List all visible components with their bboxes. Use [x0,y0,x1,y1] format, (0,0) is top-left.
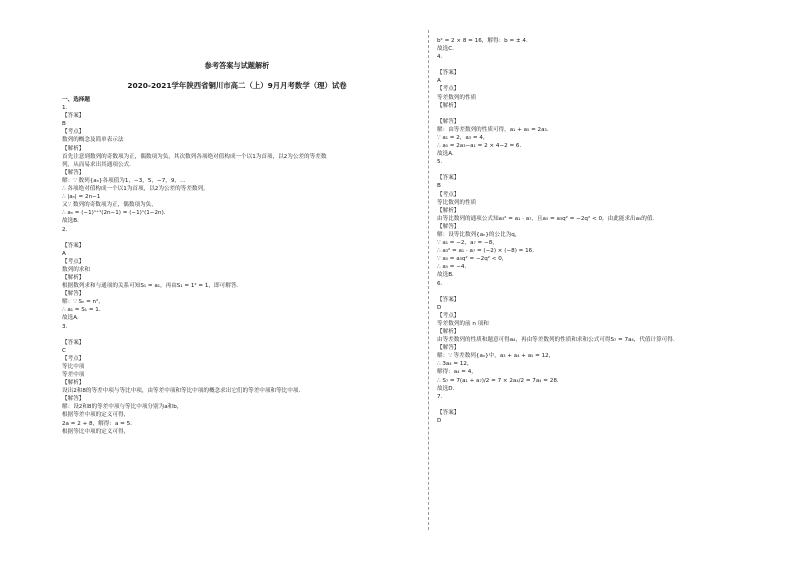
column-divider [428,30,429,530]
left-text-line: 【考点】 [62,258,85,265]
left-text-line: 【解答】 [62,291,85,298]
right-text-line: 【解析】 [437,102,460,109]
blank-line [62,331,412,339]
right-text-line: 故选C． [437,46,458,53]
right-text-line: 【解答】 [437,345,460,352]
right-text-line: 等差数列的性质 [437,94,477,101]
left-text-line: 【解析】 [62,274,85,281]
left-text-line: 【解析】 [62,145,85,152]
right-text-line: 故选D． [437,385,459,392]
right-text-line: ∵ a₁ = −2，a₇ = −8， [437,240,498,247]
left-text-line: 又∵ 数列的奇数项为正，偶数项为负， [62,202,157,209]
left-text-line: ∴ a₁ = S₁ = 1． [62,307,105,314]
right-text-line: B [437,183,441,190]
blank-line [437,166,747,174]
left-text-line: 2a = 2 + 8，解得：a = 5． [62,420,136,427]
right-text-line: 等差数列的前 n 项和 [437,320,489,327]
left-text-line: 故选A． [62,315,83,322]
right-text-line: 【答案】 [437,296,460,303]
left-text-line: A [62,250,66,257]
left-text-line: ∴ 各项绝对值构成一个以1为首项，以2为公差的等差数列， [62,186,209,193]
left-text-line: 2. [62,226,68,233]
document-title: 参考答案与试题解析 [204,61,270,70]
right-text-line: 解：设等比数列{aₙ}的公比为q， [437,231,521,238]
left-text-line: 数列的求和 [62,266,90,273]
right-text-line: 【答案】 [437,70,460,77]
left-text-line: 设出2和8的等差中项与等比中项，由等差中项和等比中项的概念求出它们的等差中项和等比中项． [62,388,305,395]
document-subtitle: 2020-2021学年陕西省铜川市高二（上）9月月考数学（理）试卷 [127,81,347,90]
right-text-line: 4. [437,54,443,61]
right-column [437,37,747,425]
right-text-line: 等比数列的性质 [437,199,477,206]
left-text-line: 解：∵ Sₙ = n²， [62,299,104,306]
right-text-line: 故选B． [437,272,458,279]
left-column [62,60,412,436]
right-text-line: D [437,417,442,424]
blank-line [437,110,747,118]
left-text-line: 解：设2和8的等差中项与等比中项分别为a和b， [62,404,183,411]
blank-line [437,288,747,296]
blank-line [62,234,412,242]
left-text-line: ∴ |aₙ| = 2n−1 [62,194,101,201]
left-text-line: 【答案】 [62,113,85,120]
right-text-line: 【答案】 [437,175,460,182]
right-text-line: ∴ a₅ = 2a₃−a₁ = 2 × 4−2 = 6． [437,143,526,150]
left-text-line: 一、选择题 [62,97,90,103]
left-text-line: 【答案】 [62,339,85,346]
right-text-line: ∴ a₃² = a₁ · a₇ = (−2) × (−8) = 16． [437,248,538,255]
left-text-line: 根据数列求和与通项的关系可知S₁ = a₁，再由S₁ = 1² = 1，即可解答． [62,283,243,290]
left-text-line: 1. [62,105,68,112]
right-text-line: ∵ a₅ = a₃q² = −2q² < 0， [437,256,508,263]
left-text-line: C [62,347,66,354]
left-text-line: 等差中项 [62,372,85,378]
left-text-line: 首先注意到数列的奇数项为正，偶数项为负，其次数列各项绝对值构成一个以1为首项，以2为公差的等差数 [62,153,327,160]
right-text-line: D [437,304,442,311]
right-text-line: 由等差数列的性质和题意可得a₄，再由等差数列的性质和求和公式可得S₇ = 7a₄，代值计算可得． [437,337,679,344]
right-text-line: 由等比数列的通项公式知a₃² = a₁ · a₇，且a₅ = a₃q² = −2q² < 0，由此能求出a₅的值． [437,215,659,222]
right-text-line: 解得：a₄ = 4， [437,369,477,376]
right-text-line: 【解析】 [437,329,460,335]
right-text-line: ∵ a₁ = 2，a₃ = 4， [437,134,489,141]
right-text-line: 【考点】 [437,191,460,198]
left-text-line: 列，从而易求出其通项公式． [62,161,135,168]
right-text-line: ∴ 3a₄ = 12， [437,361,473,368]
left-text-line: B [62,121,66,128]
left-text-line: 数列的概念及简单表示法 [62,137,124,144]
right-text-line: A [437,78,441,85]
right-text-line: 6. [437,280,443,287]
left-text-line: ∴ aₙ = (−1)ⁿ⁺¹(2n−1) = (−1)ⁿ(1−2n)． [62,210,170,217]
right-text-line: 解：∵ 等差数列{aₙ}中，a₃ + a₄ + a₅ = 12， [437,353,555,360]
left-text-line: 等比中项 [62,363,85,370]
right-text-line: 5. [437,159,443,166]
right-text-line: 【解答】 [437,223,460,230]
left-text-line: 【解答】 [62,169,85,176]
left-text-line: 根据等比中项的定义可得， [62,428,130,435]
right-text-line: 【考点】 [437,312,460,319]
blank-line [437,61,747,69]
right-text-line: ∴ S₇ = 7(a₁ + a₇)/2 = 7 × 2a₄/2 = 7a₄ = 28． [437,377,563,384]
right-text-line: ∴ a₅ = −4． [437,264,471,271]
left-text-line: 【考点】 [62,129,85,136]
right-text-line: 【解析】 [437,207,460,214]
right-text-line: 【答案】 [437,409,460,416]
right-text-line: 7. [437,393,443,400]
right-text-line: 故选A． [437,151,458,158]
left-text-line: 故选B． [62,218,83,225]
left-text-line: 【答案】 [62,242,85,249]
left-text-line: 【解答】 [62,396,85,403]
right-text-line: 解：由等差数列的性质可得，a₁ + a₅ = 2a₃． [437,126,553,133]
left-text-line: 解：∵ 数列{aₙ}各项值为1，−3，5，−7，9，… [62,177,186,184]
left-text-line: 【考点】 [62,355,85,362]
left-text-line: 3. [62,323,68,330]
right-text-line: 【考点】 [437,86,460,93]
right-text-line: 【解答】 [437,118,460,125]
left-text-line: 根据等差中项的定义可得， [62,412,130,419]
left-text-line: 【解析】 [62,380,85,387]
right-text-line: b² = 2 × 8 = 16，解得：b = ± 4． [437,38,532,44]
blank-line [437,401,747,409]
